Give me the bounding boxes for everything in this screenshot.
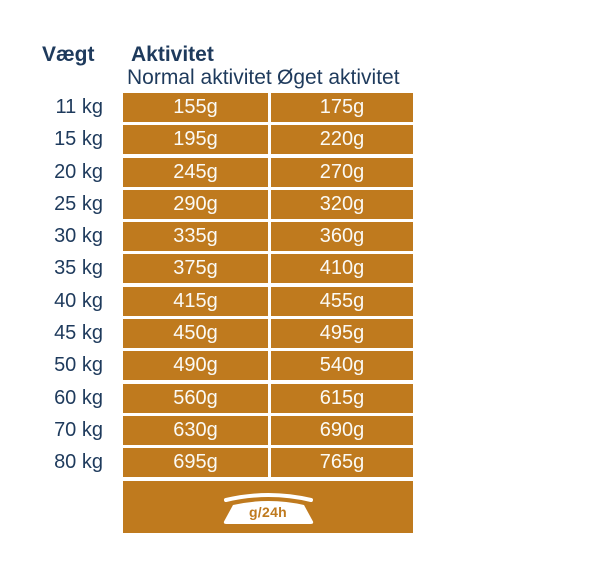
normal-activity-cell: 195g: [123, 125, 268, 154]
normal-activity-cell: 290g: [123, 190, 268, 219]
weight-label: 70 kg: [54, 418, 103, 441]
normal-activity-cell: 335g: [123, 222, 268, 251]
normal-activity-cell: 245g: [123, 158, 268, 187]
increased-activity-cell: 765g: [271, 448, 413, 477]
normal-activity-cell: 155g: [123, 93, 268, 122]
normal-activity-column-header: Normal aktivitet: [127, 66, 272, 89]
increased-activity-cell: 270g: [271, 158, 413, 187]
weight-label: 60 kg: [54, 386, 103, 409]
increased-activity-cell: 320g: [271, 190, 413, 219]
feeding-table: [0, 93, 413, 533]
normal-activity-cell: 375g: [123, 254, 268, 283]
weight-label: 11 kg: [55, 96, 103, 118]
normal-activity-cell: 630g: [123, 416, 268, 445]
increased-activity-cell: 220g: [271, 125, 413, 154]
increased-activity-cell: 690g: [271, 416, 413, 445]
normal-activity-cell: 695g: [123, 448, 268, 477]
weight-label: 25 kg: [54, 192, 103, 215]
weight-label: 45 kg: [54, 322, 103, 345]
weight-label: 20 kg: [54, 160, 103, 183]
increased-activity-column-header: Øget aktivitet: [277, 66, 400, 89]
weight-label: 15 kg: [54, 128, 103, 151]
normal-activity-cell: 450g: [123, 319, 268, 348]
weight-label: 50 kg: [54, 354, 103, 377]
weight-column-header: Vægt: [42, 43, 95, 66]
normal-activity-cell: 560g: [123, 384, 268, 413]
increased-activity-cell: 175g: [271, 93, 413, 122]
dog-bowl-icon: [220, 490, 317, 524]
increased-activity-cell: 455g: [271, 287, 413, 316]
weight-label: 40 kg: [54, 289, 103, 312]
increased-activity-cell: 360g: [271, 222, 413, 251]
activity-header: Aktivitet: [131, 43, 214, 66]
weight-label: 80 kg: [54, 451, 103, 474]
increased-activity-cell: 495g: [271, 319, 413, 348]
weight-label: 30 kg: [54, 225, 103, 248]
normal-activity-cell: 415g: [123, 287, 268, 316]
increased-activity-cell: 615g: [271, 384, 413, 413]
unit-footer: [123, 481, 413, 533]
weight-label: 35 kg: [54, 257, 103, 280]
increased-activity-cell: 540g: [271, 351, 413, 380]
unit-label: g/24h: [248, 503, 288, 520]
normal-activity-cell: 490g: [123, 351, 268, 380]
increased-activity-cell: 410g: [271, 254, 413, 283]
